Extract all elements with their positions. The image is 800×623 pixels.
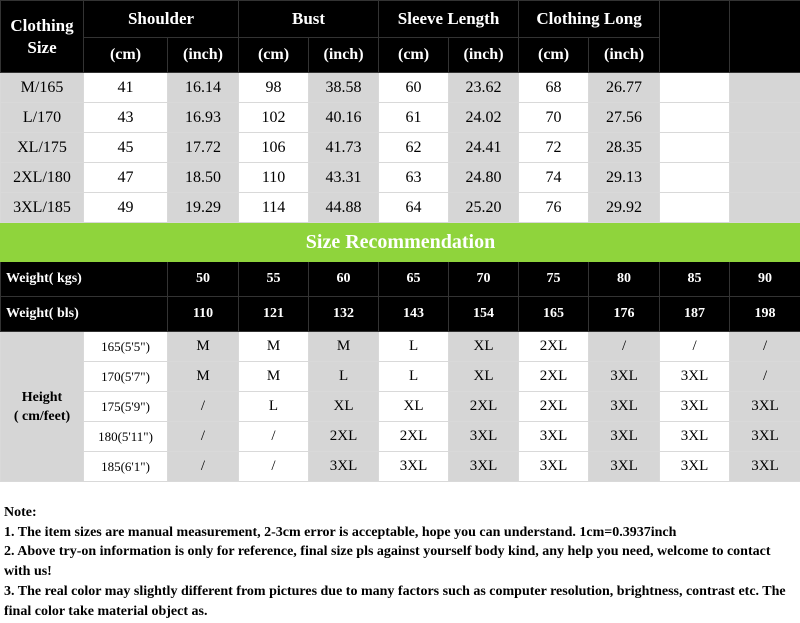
weight-kgs-value: 55 <box>239 262 309 297</box>
value-cell: 23.62 <box>449 73 519 103</box>
value-cell: 110 <box>239 163 309 193</box>
unit-cm: (cm) <box>239 38 309 73</box>
unit-inch: (inch) <box>449 38 519 73</box>
value-cell: 102 <box>239 103 309 133</box>
size-cell: / <box>239 452 309 482</box>
size-cell: 3XL <box>660 392 730 422</box>
size-recommendation-banner <box>1 223 800 262</box>
weight-lbs-value: 143 <box>379 297 449 332</box>
size-cell: L <box>379 332 449 362</box>
size-cell: 3XL <box>309 452 379 482</box>
size-label: XL/175 <box>1 133 84 163</box>
size-cell: 3XL <box>589 362 660 392</box>
empty-cell <box>730 193 800 223</box>
size-row <box>1 103 800 133</box>
size-cell: 2XL <box>519 392 589 422</box>
size-cell: 2XL <box>519 332 589 362</box>
size-cell: 3XL <box>660 452 730 482</box>
note-item: 1. The item sizes are manual measurement, 2-3cm error is acceptable, hope you can understand. 1cm=0.3937inch <box>4 524 677 540</box>
size-row <box>1 133 800 163</box>
value-cell: 49 <box>84 193 168 223</box>
value-cell: 28.35 <box>589 133 660 163</box>
height-row <box>1 392 800 422</box>
size-cell: L <box>379 362 449 392</box>
value-cell: 40.16 <box>309 103 379 133</box>
size-cell: 3XL <box>660 362 730 392</box>
value-cell: 114 <box>239 193 309 223</box>
value-cell: 106 <box>239 133 309 163</box>
size-cell: XL <box>309 392 379 422</box>
weight-lbs-value: 154 <box>449 297 519 332</box>
size-recommendation-title: Size Recommendation <box>1 223 800 262</box>
weight-lbs-label: Weight( bls) <box>1 297 168 332</box>
value-cell: 41 <box>84 73 168 103</box>
value-cell: 44.88 <box>309 193 379 223</box>
empty-cell <box>660 133 730 163</box>
height-row <box>1 332 800 362</box>
weight-kgs-value: 90 <box>730 262 800 297</box>
unit-cm: (cm) <box>84 38 168 73</box>
unit-cm: (cm) <box>379 38 449 73</box>
header-row-measurements <box>1 1 800 38</box>
size-label: 3XL/185 <box>1 193 84 223</box>
value-cell: 18.50 <box>168 163 239 193</box>
notes-title: Note: <box>4 505 37 520</box>
size-label: 2XL/180 <box>1 163 84 193</box>
empty-cell <box>660 103 730 133</box>
empty-cell <box>660 193 730 223</box>
unit-inch: (inch) <box>589 38 660 73</box>
size-cell: XL <box>379 392 449 422</box>
size-cell: 2XL <box>309 422 379 452</box>
weight-kgs-value: 80 <box>589 262 660 297</box>
size-cell: L <box>309 362 379 392</box>
size-cell: 3XL <box>730 422 800 452</box>
height-value: 185(6'1") <box>84 452 168 482</box>
value-cell: 29.13 <box>589 163 660 193</box>
weight-lbs-value: 165 <box>519 297 589 332</box>
value-cell: 25.20 <box>449 193 519 223</box>
clothing-long-header: Clothing Long <box>519 1 660 38</box>
value-cell: 24.02 <box>449 103 519 133</box>
empty-cell <box>730 73 800 103</box>
weight-lbs-value: 110 <box>168 297 239 332</box>
notes-section <box>4 503 798 621</box>
value-cell: 62 <box>379 133 449 163</box>
value-cell: 24.41 <box>449 133 519 163</box>
value-cell: 38.58 <box>309 73 379 103</box>
header-blank-cell <box>660 1 730 73</box>
size-cell: / <box>168 452 239 482</box>
value-cell: 72 <box>519 133 589 163</box>
size-cell: 3XL <box>589 392 660 422</box>
size-cell: 3XL <box>589 422 660 452</box>
size-cell: 3XL <box>519 452 589 482</box>
height-label: Height ( cm/feet) <box>1 332 84 482</box>
empty-cell <box>660 73 730 103</box>
size-cell: 3XL <box>519 422 589 452</box>
height-row <box>1 452 800 482</box>
height-value: 180(5'11") <box>84 422 168 452</box>
height-value: 165(5'5") <box>84 332 168 362</box>
weight-kgs-value: 85 <box>660 262 730 297</box>
value-cell: 68 <box>519 73 589 103</box>
weight-kgs-row <box>1 262 800 297</box>
height-row <box>1 362 800 392</box>
height-row <box>1 422 800 452</box>
weight-lbs-value: 121 <box>239 297 309 332</box>
empty-cell <box>730 163 800 193</box>
size-cell: 2XL <box>449 392 519 422</box>
note-item: 3. The real color may slightly different from pictures due to many factors such as computer resolution, brightness, contrast etc. The final color take material object as. <box>4 583 786 619</box>
weight-kgs-value: 60 <box>309 262 379 297</box>
weight-kgs-label: Weight( kgs) <box>1 262 168 297</box>
size-cell: 3XL <box>589 452 660 482</box>
value-cell: 43.31 <box>309 163 379 193</box>
size-cell: / <box>660 332 730 362</box>
weight-lbs-value: 187 <box>660 297 730 332</box>
size-row <box>1 193 800 223</box>
size-cell: 2XL <box>379 422 449 452</box>
size-cell: XL <box>449 362 519 392</box>
size-cell: 2XL <box>519 362 589 392</box>
size-label: L/170 <box>1 103 84 133</box>
size-row <box>1 163 800 193</box>
value-cell: 63 <box>379 163 449 193</box>
weight-kgs-value: 65 <box>379 262 449 297</box>
size-cell: M <box>168 332 239 362</box>
size-cell: M <box>309 332 379 362</box>
weight-kgs-value: 75 <box>519 262 589 297</box>
value-cell: 45 <box>84 133 168 163</box>
size-cell: 3XL <box>660 422 730 452</box>
weight-lbs-value: 198 <box>730 297 800 332</box>
size-cell: / <box>239 422 309 452</box>
value-cell: 24.80 <box>449 163 519 193</box>
value-cell: 74 <box>519 163 589 193</box>
shoulder-header: Shoulder <box>84 1 239 38</box>
value-cell: 29.92 <box>589 193 660 223</box>
size-cell: / <box>168 422 239 452</box>
size-cell: 3XL <box>449 422 519 452</box>
size-cell: M <box>239 362 309 392</box>
value-cell: 70 <box>519 103 589 133</box>
size-cell: 3XL <box>449 452 519 482</box>
value-cell: 43 <box>84 103 168 133</box>
unit-inch: (inch) <box>309 38 379 73</box>
value-cell: 16.14 <box>168 73 239 103</box>
size-cell: 3XL <box>730 452 800 482</box>
value-cell: 17.72 <box>168 133 239 163</box>
height-value: 170(5'7") <box>84 362 168 392</box>
unit-inch: (inch) <box>168 38 239 73</box>
value-cell: 19.29 <box>168 193 239 223</box>
size-cell: 3XL <box>730 392 800 422</box>
value-cell: 47 <box>84 163 168 193</box>
size-cell: M <box>239 332 309 362</box>
size-cell: / <box>168 392 239 422</box>
clothing-size-header: Clothing Size <box>1 1 84 73</box>
value-cell: 76 <box>519 193 589 223</box>
weight-lbs-value: 132 <box>309 297 379 332</box>
header-blank-cell <box>730 1 800 73</box>
value-cell: 60 <box>379 73 449 103</box>
value-cell: 16.93 <box>168 103 239 133</box>
size-cell: M <box>168 362 239 392</box>
value-cell: 98 <box>239 73 309 103</box>
empty-cell <box>730 133 800 163</box>
value-cell: 61 <box>379 103 449 133</box>
empty-cell <box>730 103 800 133</box>
unit-cm: (cm) <box>519 38 589 73</box>
size-label: M/165 <box>1 73 84 103</box>
height-value: 175(5'9") <box>84 392 168 422</box>
weight-lbs-row <box>1 297 800 332</box>
value-cell: 26.77 <box>589 73 660 103</box>
value-cell: 27.56 <box>589 103 660 133</box>
size-cell: / <box>730 332 800 362</box>
note-item: 2. Above try-on information is only for reference, final size pls against yourself body kind, any help you need, welcome to contact with us! <box>4 544 771 580</box>
weight-kgs-value: 50 <box>168 262 239 297</box>
weight-lbs-value: 176 <box>589 297 660 332</box>
size-cell: 3XL <box>379 452 449 482</box>
size-cell: L <box>239 392 309 422</box>
size-cell: / <box>730 362 800 392</box>
size-cell: / <box>589 332 660 362</box>
weight-kgs-value: 70 <box>449 262 519 297</box>
empty-cell <box>660 163 730 193</box>
size-row <box>1 73 800 103</box>
sleeve-length-header: Sleeve Length <box>379 1 519 38</box>
value-cell: 64 <box>379 193 449 223</box>
value-cell: 41.73 <box>309 133 379 163</box>
bust-header: Bust <box>239 1 379 38</box>
size-cell: XL <box>449 332 519 362</box>
